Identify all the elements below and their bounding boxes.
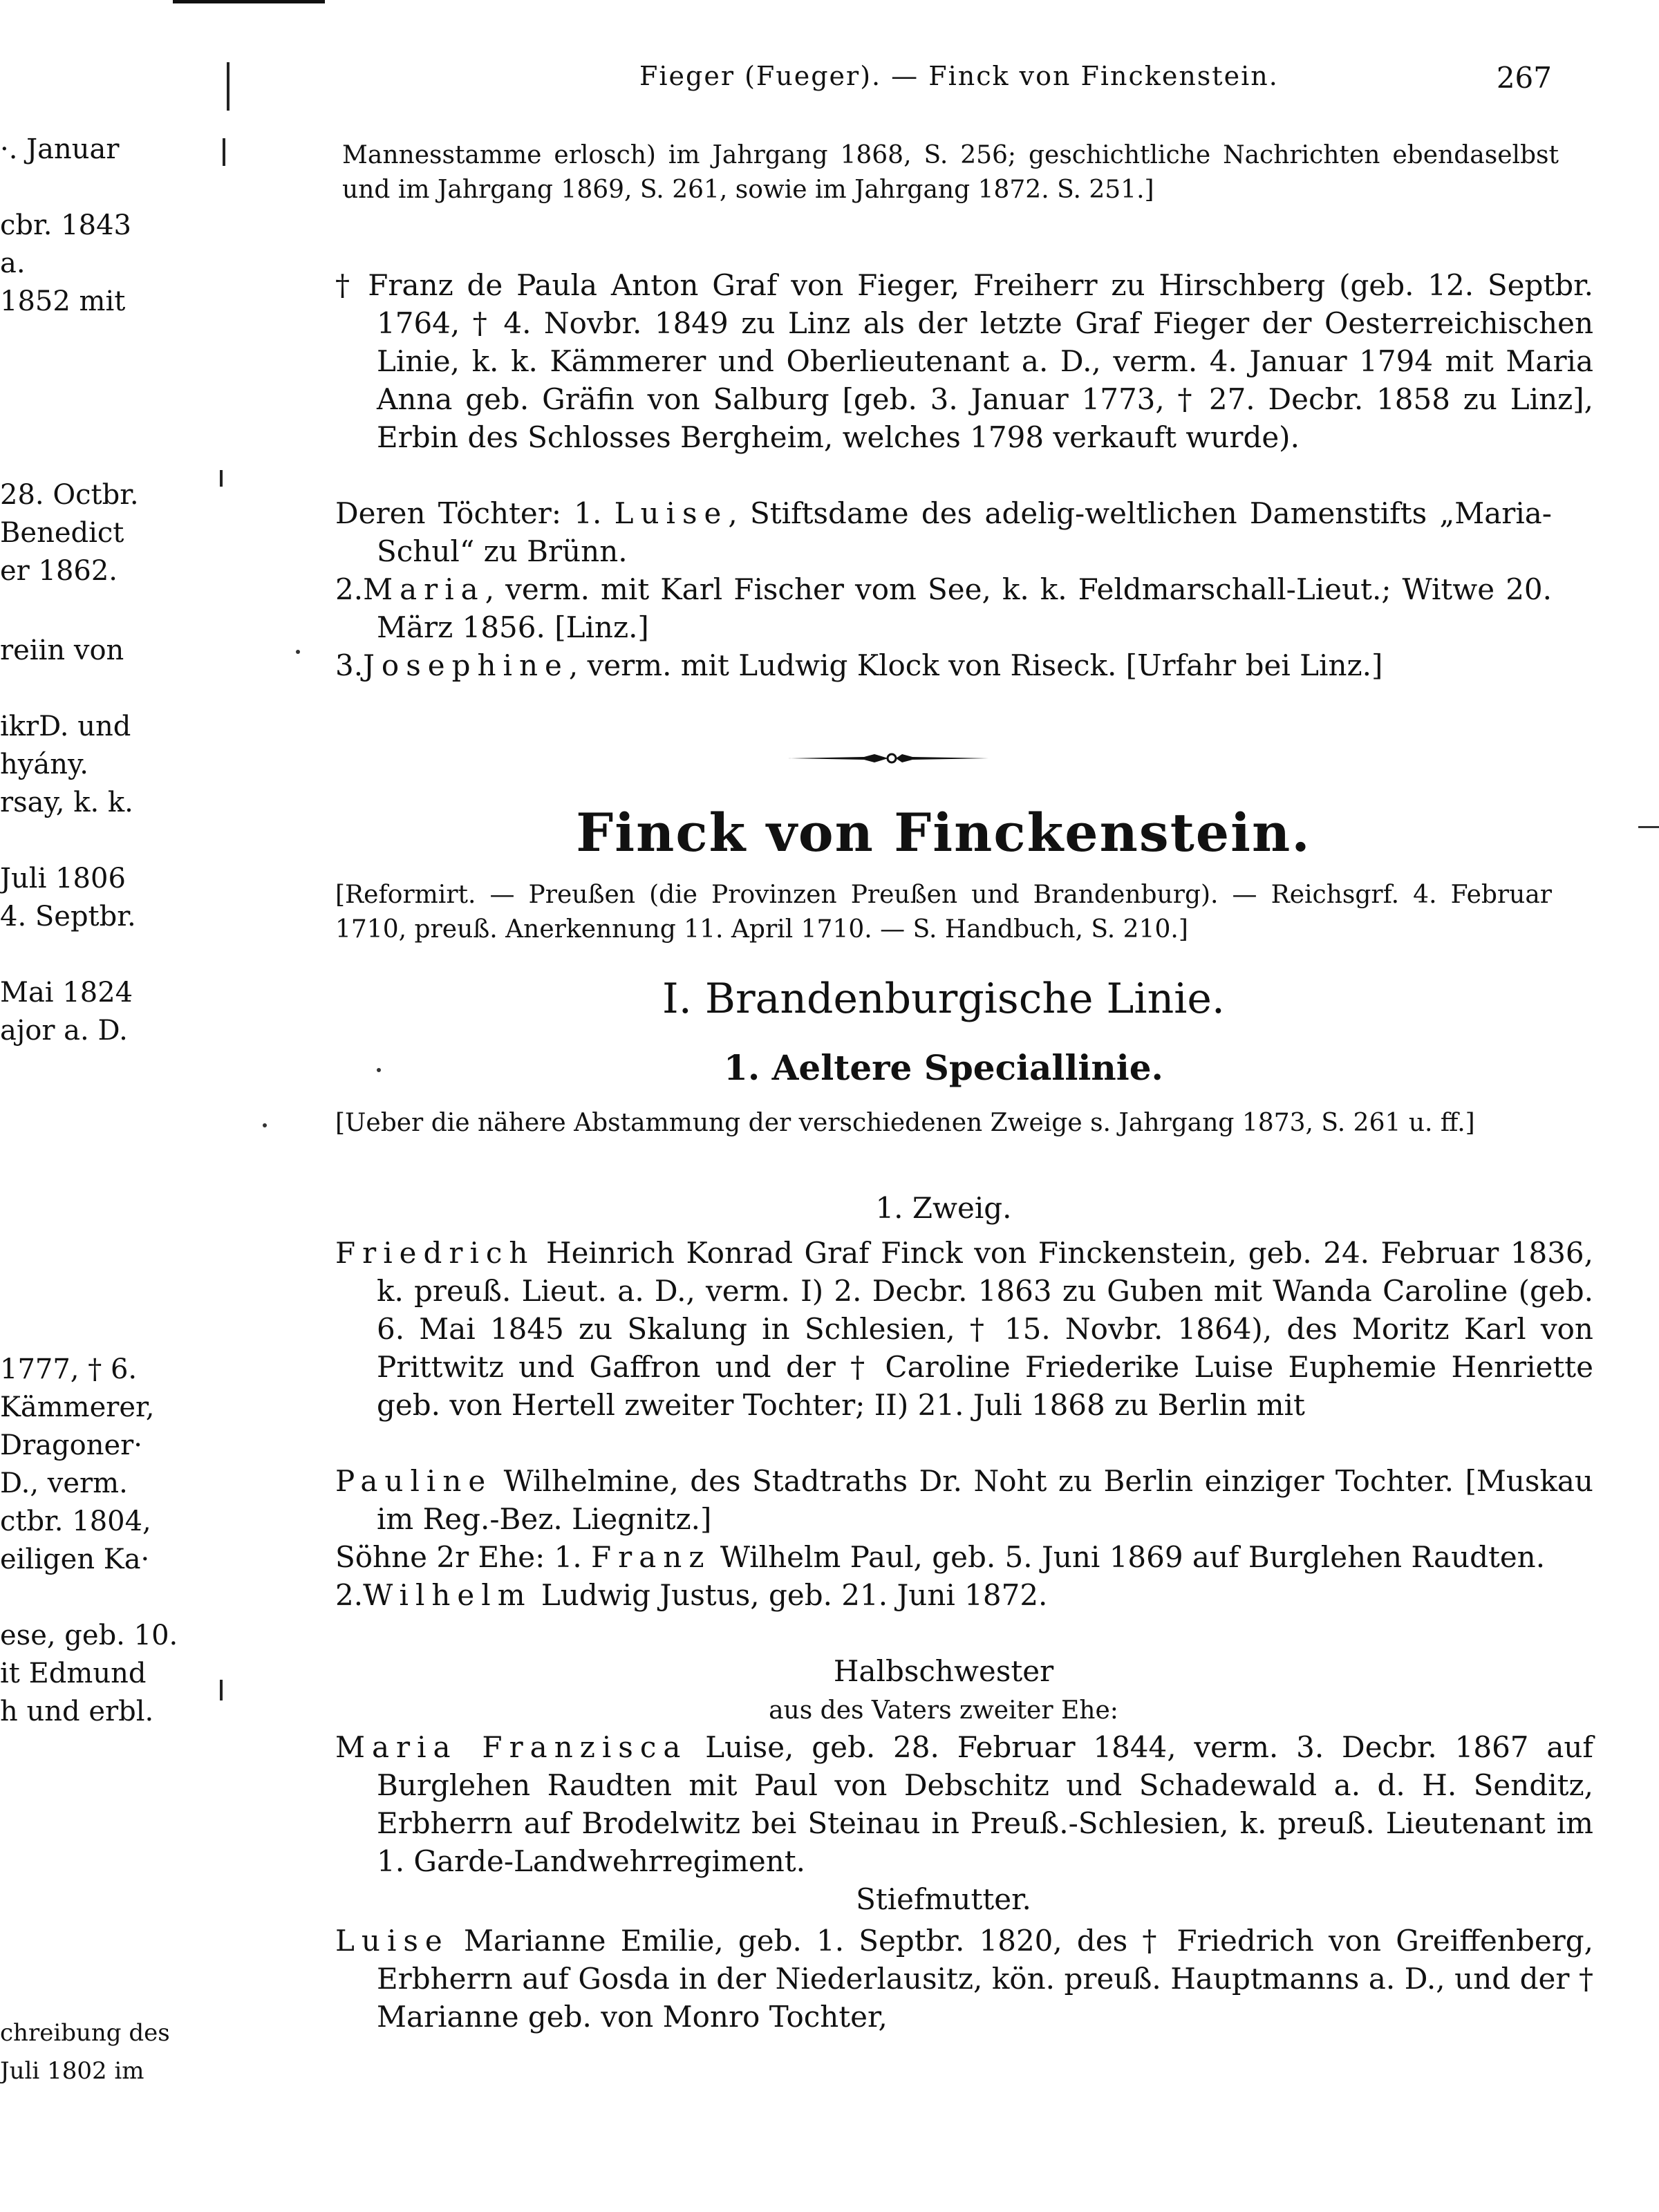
daughters-list bbox=[335, 494, 1552, 684]
left-fragment-line: ikrD. und bbox=[0, 711, 131, 742]
top-rule bbox=[173, 0, 325, 3]
left-fragment-line: h und erbl. bbox=[0, 1696, 154, 1727]
pauline-entry bbox=[335, 1462, 1593, 1538]
branch-title: 1. Zweig. bbox=[875, 1191, 1012, 1225]
daughter-item-1 bbox=[335, 494, 1552, 570]
left-fragment-line: chreibung des bbox=[0, 2019, 170, 2047]
item-number: 3. bbox=[335, 648, 364, 682]
entry-text: Luise, geb. 28. Februar 1844, verm. 3. Decbr. 1867 auf Burglehen Raudten mit Paul von Debschitz und Schadewald a. d. H. Senditz, Erbherrn auf Brodelwitz bei Steinau in Preuß.-Schlesien, k. preuß. Lieutenant im 1. Garde-Landwehrregiment. bbox=[377, 1730, 1593, 1878]
item-number: 1. bbox=[574, 496, 602, 530]
running-head: Fieger (Fueger). — Finck von Finckenstein. bbox=[639, 61, 1279, 91]
left-fragment-line: Dragoner· bbox=[0, 1430, 142, 1461]
subline-title: 1. Aeltere Speciallinie. bbox=[724, 1047, 1163, 1088]
left-fragment-line: ese, geb. 10. bbox=[0, 1620, 178, 1651]
entry-text: Marianne Emilie, geb. 1. Septbr. 1820, des † Friedrich von Greiffenberg, Erbherrn auf Gosda in der Niederlausitz, kön. preuß. Hauptmanns a. D., und der † Marianne geb. von Monro Tochter, bbox=[377, 1924, 1593, 2034]
page-header bbox=[335, 61, 1552, 102]
section-note: [Reformirt. — Preußen (die Provinzen Preußen und Brandenburg). — Reichsgrf. 4. Februar 1710, preuß. Anerkennung 11. April 1710. — S. Handbuch, S. 210.] bbox=[335, 881, 1552, 944]
franz-entry: † Franz de Paula Anton Graf von Fieger, Freiherr zu Hirschberg (geb. 12. Septbr. 1764, † 4. Novbr. 1849 zu Linz als der letzte Graf Fieger der Oesterreichischen Linie, k. k. Kämmerer und Oberlieutenant a. D., verm. 4. Januar 1794 mit Maria Anna geb. Gräfin von Salburg [geb. 3. Januar 1773, † 27. Decbr. 1858 zu Linz], Erbin des Schlosses Bergheim, welches 1798 verkauft wurde). bbox=[335, 268, 1593, 454]
subline-note: [Ueber die nähere Abstammung der verschiedenen Zweige s. Jahrgang 1873, S. 261 u. ff.] bbox=[335, 1109, 1475, 1137]
gutter-mark bbox=[220, 470, 223, 487]
continuation-note: Mannesstamme erlosch) im Jahrgang 1868, S. 256; geschichtliche Nachrichten ebendaselbst und im Jahrgang 1869, S. 261, sowie im Jahrgang 1872. S. 251.] bbox=[342, 141, 1559, 204]
daughter-item-2 bbox=[335, 570, 1552, 646]
stepmother-entry bbox=[335, 1922, 1593, 2036]
person-name: Josephine bbox=[363, 648, 569, 682]
left-fragment-line: Benedict bbox=[0, 517, 124, 549]
left-fragment-line: Mai 1824 bbox=[0, 977, 133, 1009]
left-fragment-line: eiligen Ka· bbox=[0, 1544, 150, 1575]
left-fragment-line: ·. Januar bbox=[0, 133, 120, 165]
left-fragment-line: ctbr. 1804, bbox=[0, 1506, 151, 1537]
left-fragment-line: 28. Octbr. bbox=[0, 479, 139, 511]
half-sister-subheading: aus des Vaters zweiter Ehe: bbox=[769, 1696, 1118, 1725]
person-name: Maria bbox=[363, 572, 485, 606]
person-name: Pauline bbox=[335, 1464, 493, 1498]
person-name: Franz bbox=[591, 1540, 711, 1574]
line-title: I. Brandenburgische Linie. bbox=[662, 975, 1225, 1023]
item-number: 2. bbox=[335, 572, 364, 606]
half-sister-entry bbox=[335, 1728, 1593, 1880]
half-sister-heading: Halbschwester bbox=[833, 1654, 1054, 1688]
sons-list bbox=[335, 1538, 1552, 1614]
sons-label: Söhne 2r Ehe: bbox=[335, 1540, 545, 1574]
left-fragment-line: reiin von bbox=[0, 635, 124, 666]
person-name: Luise bbox=[614, 496, 729, 530]
left-fragment-line: rsay, k. k. bbox=[0, 787, 133, 818]
entry-text: Heinrich Konrad Graf Finck von Finckenstein, geb. 24. Februar 1836, k. preuß. Lieut. a. D., verm. I) 2. Decbr. 1863 zu Guben mit Wanda Caroline (geb. 6. Mai 1845 zu Skalung in Schlesien, † 15. Novbr. 1864), des Moritz Karl von Prittwitz und Gaffron und der † Caroline Friederike Luise Euphemie Henriette geb. von Hertell zweiter Tochter; II) 21. Juli 1868 zu Berlin mit bbox=[377, 1236, 1593, 1422]
item-text: Wilhelm Paul, geb. 5. Juni 1869 auf Burglehen Raudten. bbox=[711, 1540, 1546, 1574]
gutter-mark bbox=[227, 62, 229, 111]
left-fragment-line: it Edmund bbox=[0, 1658, 147, 1689]
daughter-item-3 bbox=[335, 646, 1552, 684]
person-name: Friedrich bbox=[335, 1236, 535, 1270]
item-number: 1. bbox=[554, 1540, 582, 1574]
item-text: , verm. mit Karl Fischer vom See, k. k. Feldmarschall-Lieut.; Witwe 20. März 1856. [Linz.] bbox=[377, 572, 1552, 644]
person-name: Wilhelm bbox=[363, 1578, 532, 1612]
son-item-1 bbox=[335, 1538, 1552, 1576]
left-fragment-line: 1777, † 6. bbox=[0, 1353, 138, 1385]
gutter-mark bbox=[223, 138, 225, 166]
item-number: 2. bbox=[335, 1578, 364, 1612]
ornament-divider bbox=[788, 750, 988, 767]
item-text: , Stiftsdame des adelig-weltlichen Damenstifts „Maria-Schul“ zu Brünn. bbox=[377, 496, 1552, 568]
left-fragment-line: Kämmerer, bbox=[0, 1391, 155, 1423]
daughters-label: Deren Töchter: bbox=[335, 496, 561, 530]
left-fragment-line: ajor a. D. bbox=[0, 1015, 128, 1047]
left-fragment-line: 4. Septbr. bbox=[0, 901, 136, 932]
left-fragment-line: D., verm. bbox=[0, 1468, 128, 1499]
section-title: Finck von Finckenstein. bbox=[576, 802, 1311, 863]
stepmother-heading: Stiefmutter. bbox=[856, 1882, 1031, 1916]
speck bbox=[296, 650, 300, 654]
edge-mark bbox=[1638, 826, 1659, 828]
left-page-fragment bbox=[0, 0, 180, 2212]
friedrich-entry bbox=[335, 1234, 1593, 1424]
item-text: , verm. mit Ludwig Klock von Riseck. [Urfahr bei Linz.] bbox=[568, 648, 1383, 682]
left-fragment-line: Juli 1802 im bbox=[0, 2057, 144, 2085]
left-fragment-line: Juli 1806 bbox=[0, 863, 126, 894]
speck bbox=[263, 1123, 267, 1127]
person-name: Luise bbox=[335, 1924, 449, 1958]
item-text: Ludwig Justus, geb. 21. Juni 1872. bbox=[532, 1578, 1048, 1612]
person-name: Maria Franzisca bbox=[335, 1730, 688, 1764]
left-fragment-line: a. bbox=[0, 247, 26, 279]
page-number: 267 bbox=[1496, 61, 1552, 95]
entry-text: Wilhelmine, des Stadtraths Dr. Noht zu Berlin einziger Tochter. [Muskau im Reg.-Bez. Liegnitz.] bbox=[377, 1464, 1593, 1536]
son-item-2 bbox=[335, 1576, 1552, 1614]
left-fragment-line: er 1862. bbox=[0, 555, 118, 587]
gutter-mark bbox=[220, 1680, 223, 1700]
left-fragment-line: cbr. 1843 bbox=[0, 209, 131, 241]
left-fragment-line: 1852 mit bbox=[0, 285, 126, 317]
left-fragment-line: hyány. bbox=[0, 749, 88, 780]
